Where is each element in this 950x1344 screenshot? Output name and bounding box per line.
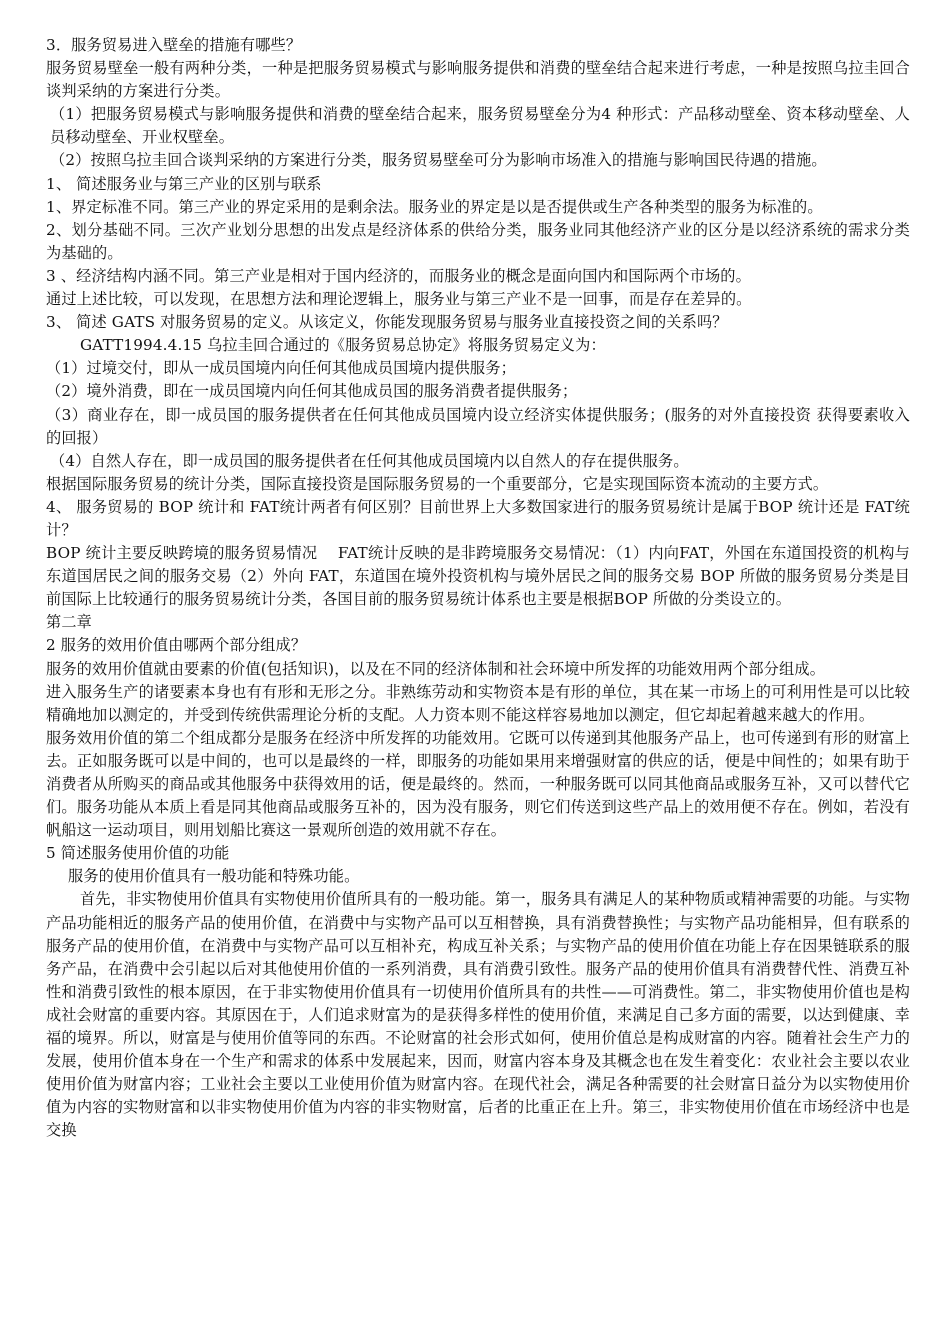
q3-gats-4: （4）自然人存在，即一成员国的服务提供者在任何其他成员国境内以自然人的存在提供服务。 bbox=[50, 451, 689, 470]
q3-barrier-intro: 服务贸易壁垒一般有两种分类，一种是把服务贸易模式与影响服务提供和消费的壁垒结合起来进行考虑，一种是按照乌拉圭回合谈判采纳的方案进行分类。 bbox=[46, 59, 910, 101]
q2-utility-3: 服务效用价值的第二个组成都分是服务在经济中所发挥的功能效用。它既可以传递到其他服务产品上，也可传递到有形的财富上去。正如服务既可以是中间的，也可以是最终的一样，即服务的功能如果用来增强财富的供应的话，便是中间性的；如果有助于消费者从所购买的商品或其他服务中获得效用的话，便是最终的。然而，一种服务既可以同其他商品或服务互补，又可以替代它们。服务功能从本质上看是同其他商品或服务互补的，因为没有服务，则它们传送到这些产品上的效用便不存在。例如，若没有帆船这一运动项目，则用划船比赛这一景观所创造的效用就不存在。 bbox=[46, 728, 910, 840]
q3-gats-intro: GATT1994.4.15 乌拉圭回合通过的《服务贸易总协定》将服务贸易定义为： bbox=[80, 336, 606, 355]
q1-diff-2: 2、划分基础不同。三次产业划分思想的出发点是经济体系的供给分类，服务业同其他经济产业的区分是以经济系统的需求分类为基础的。 bbox=[46, 220, 910, 262]
q1-diff-3: 3 、经济结构内涵不同。第三产业是相对于国内经济的，而服务业的概念是面向国内和国际两个市场的。 bbox=[46, 266, 751, 285]
q3-gats-title: 3、 简述 GATS 对服务贸易的定义。从该定义，你能发现服务贸易与服务业直接投资之间的关系吗？ bbox=[46, 313, 728, 332]
q1-diff-1: 1、界定标准不同。第三产业的界定采用的是剩余法。服务业的界定是以是否提供或生产各种类型的服务为标准的。 bbox=[46, 197, 823, 216]
q3-barrier-title: 3．服务贸易进入壁垒的措施有哪些？ bbox=[46, 36, 302, 54]
q2-utility-1: 服务的效用价值就由要素的价值(包括知识)，以及在不同的经济体制和社会环境中所发挥的功能效用两个部分组成。 bbox=[46, 659, 826, 678]
q5-function-body: 首先，非实物使用价值具有实物使用价值所具有的一般功能。第一，服务具有满足人的某种物质或精神需要的功能。与实物产品功能相近的服务产品的使用价值，在消费中与实物产品可以互相替换，具有消费替换性；与实物产品功能相异，但有联系的服务产品的使用价值，在消费中与实物产品可以互相补充，构成互补关系；与实物产品的使用价值在功能上存在因果链联系的服务产品，在消费中会引起以后对其他使用价值的一系列消费，具有消费引致性。服务产品的使用价值具有消费替代性、消费互补性和消费引致性的根本原因，在于非实物使用价值具有一切使用价值所具有的共性——可消费性。第二，非实物使用价值也是构成社会财富的重要内容。其原因在于，人们追求财富为的是获得多样性的使用价值，来满足自己多方面的需要，以达到健康、幸福的境界。所以，财富是与使用价值等同的东西。不论财富的社会形式如何，使用价值总是构成财富的内容。随着社会生产力的发展，使用价值本身在一个生产和需求的体系中发展起来，因而，财富内容本身及其概念也在发生着变化：农业社会主要以农业使用价值为财富内容；工业社会主要以工业使用价值为财富内容。在现代社会，满足各种需要的社会财富日益分为以实物使用价值为内容的实物财富和以非实物使用价值为内容的非实物财富，后者的比重正在上升。第三，非实物使用价值在市场经济中也是交换 bbox=[46, 890, 910, 1140]
q3-gats-2: （2）境外消费，即在一成员国境内向任何其他成员国的服务消费者提供服务； bbox=[46, 382, 578, 401]
chapter-2: 第二章 bbox=[46, 613, 93, 632]
q4-bop-title: 4、 服务贸易的 BOP 统计和 FAT统计两者有何区别？目前世界上大多数国家进行的服务贸易统计是属于BOP 统计还是 FAT统计？ bbox=[46, 497, 910, 539]
q2-utility-2: 进入服务生产的诸要素本身也有有形和无形之分。非熟练劳动和实物资本是有形的单位，其在某一市场上的可利用性是可以比较精确地加以测定的，并受到传统供需理论分析的支配。人力资本则不能这样容易地加以测定，但它却起着越来越大的作用。 bbox=[46, 682, 910, 724]
q4-bop-answer: BOP 统计主要反映跨境的服务贸易情况 FAT统计反映的是非跨境服务交易情况：（1）内向FAT，外国在东道国投资的机构与东道国居民之间的服务交易（2）外向 FAT，东道国在境外投资机构与境外居民之间的服务交易 BOP 所做的服务贸易分类是目前国际上比较通行的服务贸易统计分类，各国目前的服务贸易统计体系也主要是根据BOP 所做的分类设立的。 bbox=[46, 544, 910, 609]
q3-gats-conclusion: 根据国际服务贸易的统计分类，国际直接投资是国际服务贸易的一个重要部分，它是实现国际资本流动的主要方式。 bbox=[46, 474, 829, 493]
q3-barrier-2: （2）按照乌拉圭回合谈判采纳的方案进行分类，服务贸易壁垒可分为影响市场准入的措施与影响国民待遇的措施。 bbox=[50, 151, 827, 170]
q3-gats-1: （1）过境交付，即从一成员国境内向任何其他成员国境内提供服务； bbox=[46, 359, 516, 378]
q2-utility-title: 2 服务的效用价值由哪两个部分组成？ bbox=[46, 636, 307, 655]
q5-function-intro: 服务的使用价值具有一般功能和特殊功能。 bbox=[68, 867, 360, 886]
q3-gats-3: （3）商业存在，即一成员国的服务提供者在任何其他成员国境内设立经济实体提供服务；(服务的对外直接投资 获得要素收入的回报） bbox=[46, 405, 910, 447]
q1-diff-conclusion: 通过上述比较，可以发现，在思想方法和理论逻辑上，服务业与第三产业不是一回事，而是存在差异的。 bbox=[46, 290, 752, 309]
q5-function-title: 5 简述服务使用价值的功能 bbox=[46, 844, 230, 863]
q1-diff-title: 1、 简述服务业与第三产业的区别与联系 bbox=[46, 174, 322, 193]
q3-barrier-1: （1）把服务贸易模式与影响服务提供和消费的壁垒结合起来，服务贸易壁垒分为4 种形式：产品移动壁垒、资本移动壁垒、人员移动壁垒、开业权壁垒。 bbox=[50, 105, 910, 147]
